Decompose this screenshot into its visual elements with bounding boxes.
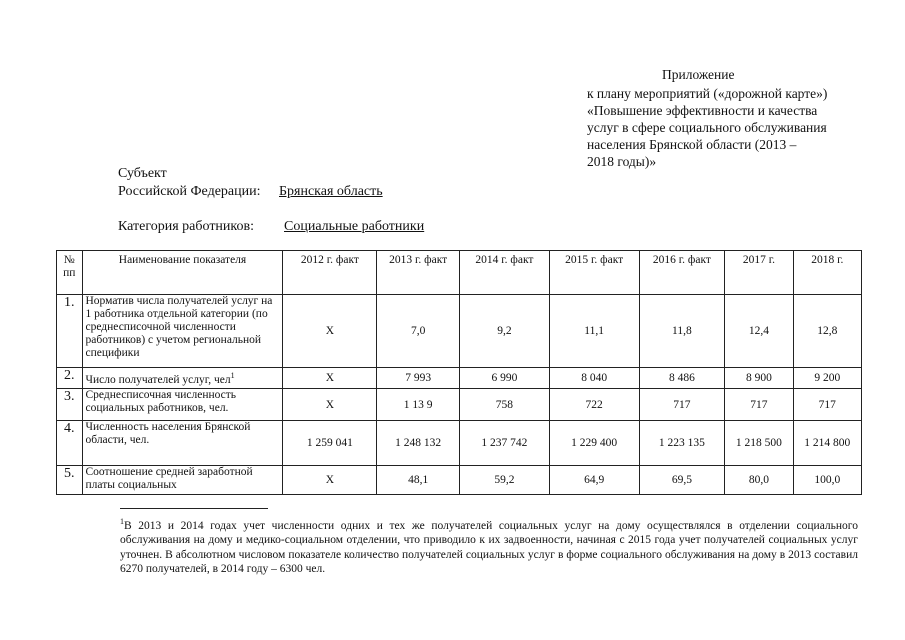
value-cell: 9 200 <box>793 368 861 389</box>
indicator-name: Численность населения Брянской области, чел. <box>82 421 283 466</box>
header-cell: 2015 г. факт <box>549 251 639 295</box>
value-cell: 6 990 <box>459 368 549 389</box>
value-cell: 717 <box>725 389 793 421</box>
appendix-line: «Повышение эффективности и качества <box>587 103 818 118</box>
appendix-line: населения Брянской области (2013 – <box>587 137 797 152</box>
footnote-rule <box>120 508 268 509</box>
value-cell: 1 248 132 <box>377 421 460 466</box>
header-cell: 2013 г. факт <box>377 251 460 295</box>
value-cell: Х <box>283 368 377 389</box>
header-cell: 2017 г. <box>725 251 793 295</box>
footnote <box>120 515 858 577</box>
table-row <box>57 466 862 495</box>
region-value: Брянская область <box>279 184 383 199</box>
appendix-body <box>587 85 887 170</box>
value-cell: 717 <box>639 389 725 421</box>
value-cell: 100,0 <box>793 466 861 495</box>
value-cell: 59,2 <box>459 466 549 495</box>
value-cell: 69,5 <box>639 466 725 495</box>
indicator-name: Соотношение средней заработной платы социальных <box>82 466 283 495</box>
row-number: 1. <box>57 295 83 368</box>
header-cell: 2014 г. факт <box>459 251 549 295</box>
value-cell: 80,0 <box>725 466 793 495</box>
row-number: 2. <box>57 368 83 389</box>
indicator-name <box>82 368 283 389</box>
value-cell: 11,8 <box>639 295 725 368</box>
value-cell: Х <box>283 466 377 495</box>
value-cell: 1 214 800 <box>793 421 861 466</box>
value-cell: 9,2 <box>459 295 549 368</box>
value-cell: 48,1 <box>377 466 460 495</box>
indicators-table <box>56 250 862 495</box>
appendix-title: Приложение <box>662 67 735 82</box>
header-cell: № пп <box>57 251 83 295</box>
category-value: Социальные работники <box>284 219 425 234</box>
value-cell: 758 <box>459 389 549 421</box>
footnote-text: В 2013 и 2014 годах учет численности одних и тех же получателей социальных услуг на дому осуществлялся в отделении социального обслуживания на дому и медико-социальном отделении, что приводило к их задвоенности, начиная с 2015 года учет получателей социальных услуг уточнен. В абсолютном числовом показателе количество получателей социальных услуг в форме социального обслуживания на дому в 2013 составил 6270 получателей, в 2014 году – 6300 чел. <box>120 519 858 576</box>
table-row <box>57 389 862 421</box>
value-cell: 8 040 <box>549 368 639 389</box>
indicator-name-text: Число получателей услуг, чел <box>85 373 231 386</box>
header-cell: 2012 г. факт <box>283 251 377 295</box>
value-cell: Х <box>283 295 377 368</box>
header-cell: 2018 г. <box>793 251 861 295</box>
appendix-line: к плану мероприятий («дорожной карте») <box>587 86 828 101</box>
value-cell: 7,0 <box>377 295 460 368</box>
table-row <box>57 421 862 466</box>
indicator-name: Норматив числа получателей услуг на 1 работника отдельной категории (по среднесписочной численности работников) с учетом региональной специфики <box>82 295 283 368</box>
value-cell: 1 13 9 <box>377 389 460 421</box>
value-cell: 8 486 <box>639 368 725 389</box>
category-label: Категория работников: <box>118 219 255 234</box>
appendix-line: 2018 годы)» <box>587 154 657 169</box>
table-header-row <box>57 251 862 295</box>
appendix-line: услуг в сфере социального обслуживания <box>587 120 827 135</box>
footnote-number: 1 <box>120 517 124 526</box>
value-cell: 7 993 <box>377 368 460 389</box>
value-cell: 1 259 041 <box>283 421 377 466</box>
value-cell: 1 229 400 <box>549 421 639 466</box>
value-cell: Х <box>283 389 377 421</box>
value-cell: 722 <box>549 389 639 421</box>
subject-label: Субъект <box>118 166 167 181</box>
value-cell: 64,9 <box>549 466 639 495</box>
row-number: 5. <box>57 466 83 495</box>
federation-label: Российской Федерации: <box>118 184 261 199</box>
value-cell: 1 237 742 <box>459 421 549 466</box>
footnote-marker: 1 <box>230 371 235 381</box>
value-cell: 1 218 500 <box>725 421 793 466</box>
table-row <box>57 295 862 368</box>
value-cell: 11,1 <box>549 295 639 368</box>
value-cell: 8 900 <box>725 368 793 389</box>
value-cell: 12,8 <box>793 295 861 368</box>
value-cell: 717 <box>793 389 861 421</box>
value-cell: 12,4 <box>725 295 793 368</box>
header-cell: Наименование показателя <box>82 251 283 295</box>
row-number: 3. <box>57 389 83 421</box>
header-cell: 2016 г. факт <box>639 251 725 295</box>
row-number: 4. <box>57 421 83 466</box>
value-cell: 1 223 135 <box>639 421 725 466</box>
table-row <box>57 368 862 389</box>
indicator-name: Среднесписочная численность социальных работников, чел. <box>82 389 283 421</box>
